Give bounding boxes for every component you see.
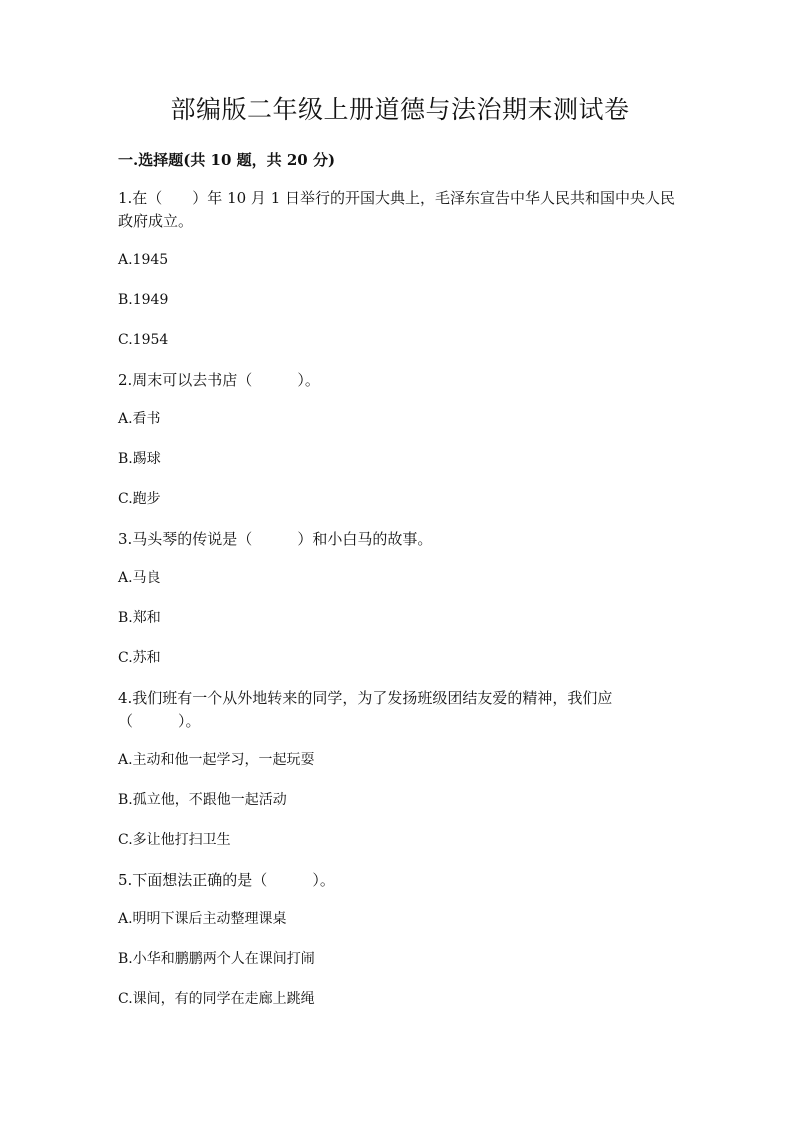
option-a: A.看书 [118,411,161,427]
option-a: A.主动和他一起学习，一起玩耍 [118,752,315,768]
question-stem: 3.马头琴的传说是（ ）和小白马的故事。 [118,530,433,548]
question-stem: 4.我们班有一个从外地转来的同学，为了发扬班级团结友爱的精神，我们应（ ）。 [118,689,613,730]
section-heading: 一.选择题(共 10 题，共 20 分) [118,151,336,169]
option-b: B.孤立他，不跟他一起活动 [118,792,287,808]
option-c: C.1954 [118,332,169,348]
question-list [118,187,678,1028]
option-c: C.跑步 [118,491,161,507]
question-1 [118,187,678,352]
option-b: B.郑和 [118,610,161,626]
option-a: A.1945 [118,252,169,268]
option-c: C.课间，有的同学在走廊上跳绳 [118,991,315,1007]
question-2 [118,369,678,511]
question-4 [118,687,678,852]
option-a: A.马良 [118,570,161,586]
option-a: A.明明下课后主动整理课桌 [118,911,287,927]
question-stem: 1.在（ ）年 10 月 1 日举行的开国大典上，毛泽东宣告中华人民共和国中央人民政府成立。 [118,189,676,230]
exam-title: 部编版二年级上册道德与法治期末测试卷 [170,95,630,124]
question-5 [118,869,678,1011]
option-b: B.踢球 [118,451,161,467]
option-c: C.多让他打扫卫生 [118,832,231,848]
option-b: B.1949 [118,292,169,308]
option-c: C.苏和 [118,650,161,666]
question-stem: 5.下面想法正确的是（ ）。 [118,871,335,889]
option-b: B.小华和鹏鹏两个人在课间打闹 [118,951,315,967]
question-stem: 2.周末可以去书店（ ）。 [118,371,320,389]
question-3 [118,528,678,670]
